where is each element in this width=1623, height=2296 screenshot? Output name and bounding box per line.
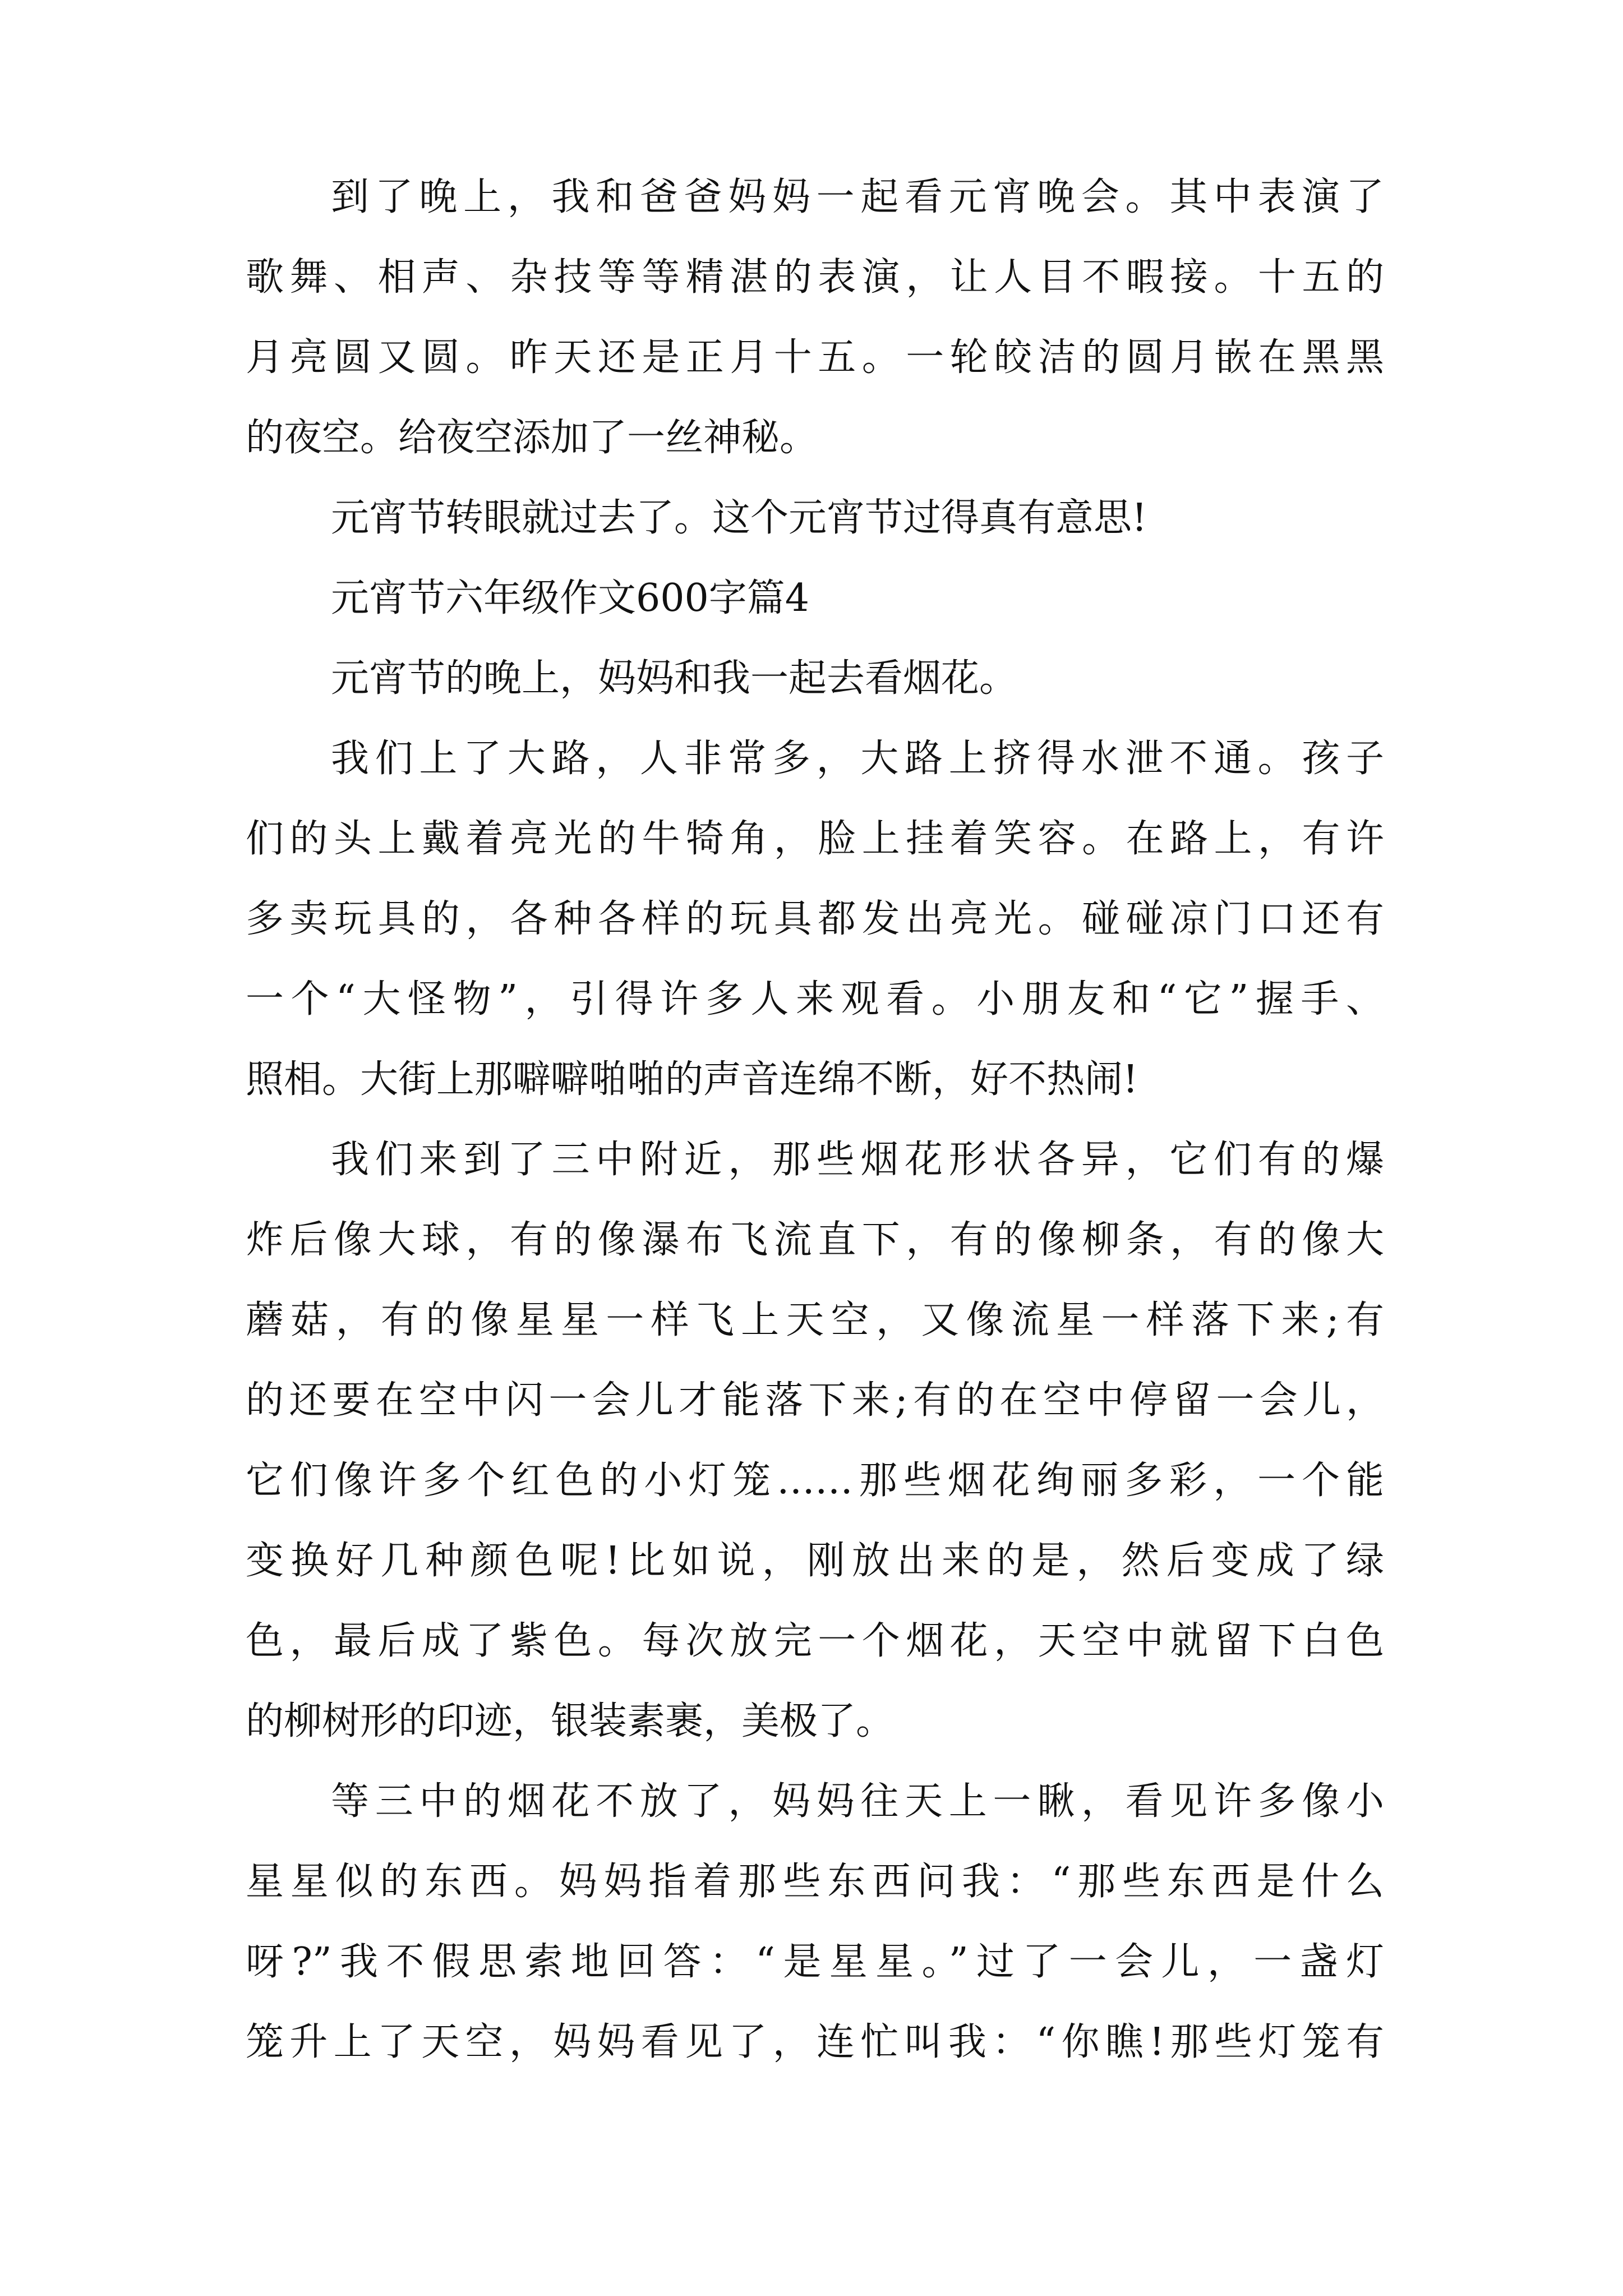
text-line: 到了晚上，我和爸爸妈妈一起看元宵晚会。其中表演了 — [331, 175, 1384, 219]
text-line: 星星似的东西。妈妈指着那些东西问我：“那些东西是什么 — [246, 1860, 1384, 1904]
text-line: 变换好几种颜色呢!比如说，刚放出来的是，然后变成了绿 — [246, 1539, 1384, 1583]
text-line: 多卖玩具的，各种各样的玩具都发出亮光。碰碰凉门口还有 — [246, 897, 1384, 941]
text-line: 的夜空。给夜空添加了一丝神秘。 — [246, 416, 818, 460]
text-line: 它们像许多个红色的小灯笼……那些烟花绚丽多彩，一个能 — [246, 1458, 1384, 1503]
text-line: 呀?”我不假思索地回答：“是星星。”过了一会儿，一盏灯 — [246, 1940, 1384, 1984]
text-line: 蘑菇，有的像星星一样飞上天空，又像流星一样落下来;有 — [246, 1298, 1384, 1342]
text-line: 一个“大怪物”，引得许多人来观看。小朋友和“它”握手、 — [246, 977, 1384, 1022]
text-line: 的柳树形的印迹，银装素裹，美极了。 — [246, 1699, 895, 1743]
text-line: 我们上了大路，人非常多，大路上挤得水泄不通。孩子 — [331, 737, 1384, 781]
text-line: 笼升上了天空，妈妈看见了，连忙叫我：“你瞧!那些灯笼有 — [246, 2020, 1384, 2064]
text-line: 歌舞、相声、杂技等等精湛的表演，让人目不暇接。十五的 — [246, 255, 1384, 300]
text-line: 色，最后成了紫色。每次放完一个烟花，天空中就留下白色 — [246, 1619, 1384, 1663]
text-line: 的还要在空中闪一会儿才能落下来;有的在空中停留一会儿， — [246, 1378, 1384, 1423]
text-line: 炸后像大球，有的像瀑布飞流直下，有的像柳条，有的像大 — [246, 1218, 1384, 1262]
text-line: 照相。大街上那噼噼啪啪的声音连绵不断，好不热闹! — [246, 1057, 1138, 1102]
text-line: 我们来到了三中附近，那些烟花形状各异，它们有的爆 — [331, 1138, 1384, 1182]
text-line: 元宵节转眼就过去了。这个元宵节过得真有意思! — [331, 496, 1147, 540]
text-line: 等三中的烟花不放了，妈妈往天上一瞅，看见许多像小 — [331, 1779, 1384, 1824]
text-line: 们的头上戴着亮光的牛犄角，脸上挂着笑容。在路上，有许 — [246, 817, 1384, 861]
section-heading: 元宵节六年级作文600字篇4 — [331, 576, 810, 620]
text-line: 元宵节的晚上，妈妈和我一起去看烟花。 — [331, 656, 1018, 701]
text-line: 月亮圆又圆。昨天还是正月十五。一轮皎洁的圆月嵌在黑黑 — [246, 335, 1384, 380]
